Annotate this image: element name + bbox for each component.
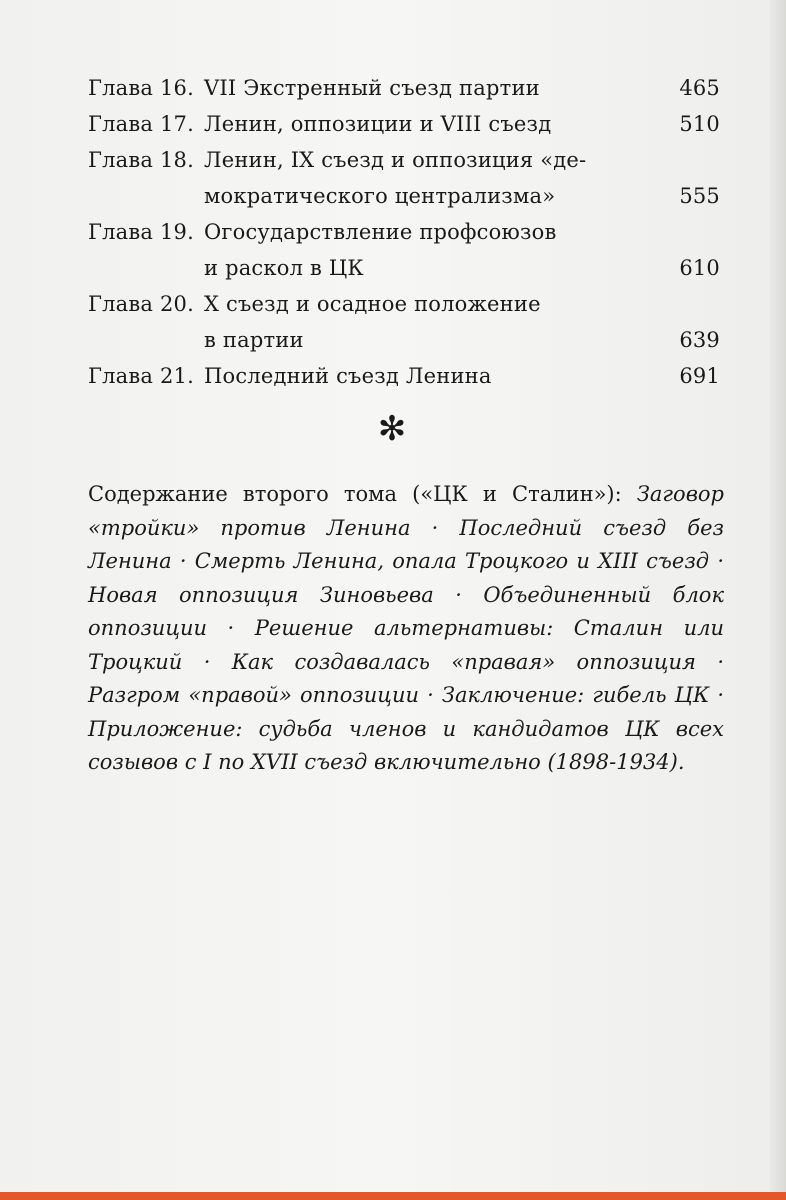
chapter-label: Глава 19. [88,220,194,244]
page-number: 691 [679,364,720,388]
chapter-label: Глава 16. [88,76,194,100]
second-volume-contents [88,478,724,780]
chapter-title: VII Экстренный съезд партии [204,76,540,100]
chapter-title: Огосударствление профсоюзов и раскол в ЦК [204,220,557,280]
toc-entry [88,142,720,214]
toc-entry [88,106,720,142]
chapter-label: Глава 18. [88,148,194,172]
chapter-title: Последний съезд Ленина [204,364,492,388]
chapter-label: Глава 21. [88,364,194,388]
asterism-divider: ✻ [377,409,407,449]
page-number: 465 [679,76,720,100]
page-number: 610 [679,256,720,280]
chapter-label: Глава 20. [88,292,194,316]
toc-entry [88,358,720,394]
table-of-contents [88,70,720,394]
chapter-title: Ленин, IX съезд и оппозиция «де- мократического централизма» [204,148,587,208]
description-body: Заговор «тройки» против Ленина · Последний съезд без Ленина · Смерть Ленина, опала Троцкого и XIII съезд · Новая оппозиция Зиновьева · Объединенный блок оппозиции · Решение альтернативы: Сталин или Троцкий · Как создавалась «правая» оппозиция · Разгром «правой» оппозиции · Заключение: гибель ЦК · Приложение: судьба членов и кандидатов ЦК всех созывов с I по XVII съезд включительно (1898-1934). [88,482,724,774]
description-lead: Содержание второго тома («ЦК и Сталин»): [88,482,637,506]
toc-entry [88,70,720,106]
chapter-title: X съезд и осадное положение в партии [204,292,541,352]
page-number: 555 [679,184,720,208]
page-edge-shadow [770,0,786,1200]
page-number: 510 [679,112,720,136]
toc-entry [88,286,720,358]
cover-edge [0,1192,786,1200]
page-number: 639 [679,328,720,352]
toc-entry [88,214,720,286]
chapter-label: Глава 17. [88,112,194,136]
chapter-title: Ленин, оппозиции и VIII съезд [204,112,552,136]
